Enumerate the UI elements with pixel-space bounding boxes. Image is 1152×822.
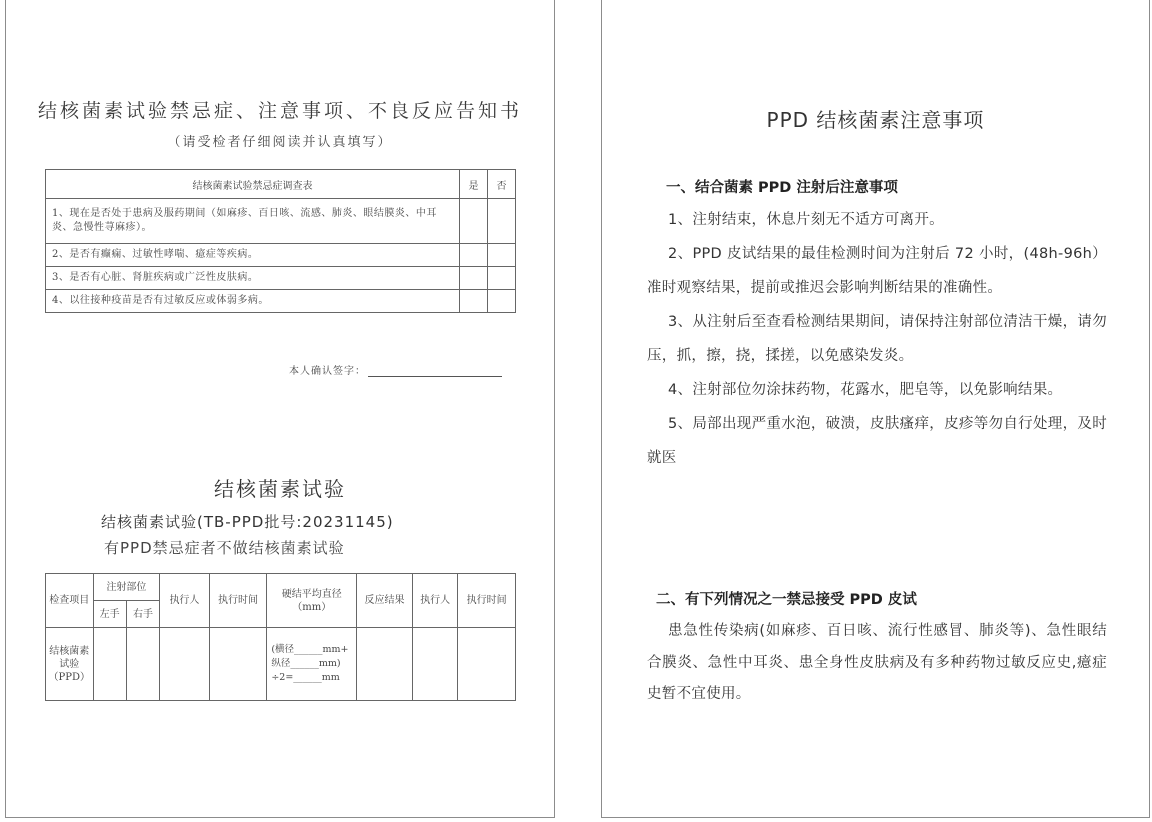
signature-label: 本人确认签字： [289,366,366,377]
precaution-item: 1、注射结束，休息片刻无不适方可离开。 [668,212,944,228]
section1-body [647,203,1107,475]
table-row [46,290,516,313]
survey-question: 1、现在是否处于患病及服药期间（如麻疹、百日咳、流感、肺炎、眼结膜炎、中耳炎、急慢性荨麻疹）。 [46,199,460,244]
survey-question: 3、是否有心脏、肾脏疾病或广泛性皮肤病。 [46,267,460,290]
precaution-item: 3、从注射后至查看检测结果期间，请保持注射部位清洁干燥，请勿压，抓，擦，挠，揉搓，以免感染发炎。 [647,314,1107,364]
table-row [46,199,516,244]
section2-heading: 二、有下列情况之一禁忌接受 PPD 皮试 [656,592,917,608]
no-checkbox-cell[interactable] [488,244,516,267]
diameter-formula-cell[interactable] [267,628,357,701]
no-column-header: 否 [488,170,516,199]
survey-question: 2、是否有癫痫、过敏性哮喘、癔症等疾病。 [46,244,460,267]
right-hand-cell[interactable] [126,628,159,701]
no-checkbox-cell[interactable] [488,199,516,244]
test-section-title: 结核菌素试验 [214,477,346,501]
left-hand-header: 左手 [93,601,126,628]
yes-checkbox-cell[interactable] [460,199,488,244]
table-row [46,628,516,701]
result-header: 反应结果 [357,574,413,628]
yes-checkbox-cell[interactable] [460,290,488,313]
test-batch-number: 结核菌素试验(TB-PPD批号:20231145) [101,513,394,531]
item-name-cell: 结核菌素试验（PPD） [46,628,94,701]
precaution-item: 2、PPD 皮试结果的最佳检测时间为注射后 72 小时，(48h-96h）准时观察结果，提前或推迟会影响判断结果的准确性。 [647,246,1107,296]
signature-field[interactable] [368,364,502,377]
test-contraindication-note: 有PPD禁忌症者不做结核菌素试验 [104,539,345,557]
signature-area [289,362,502,377]
survey-question: 4、以往接种疫苗是否有过敏反应或体弱多病。 [46,290,460,313]
executor-cell[interactable] [160,628,210,701]
section2-body [647,616,1107,711]
table-row [46,267,516,290]
left-hand-cell[interactable] [93,628,126,701]
exec-time2-cell[interactable] [458,628,516,701]
contraindication-text: 患急性传染病(如麻疹、百日咳、流行性感冒、肺炎等)、急性眼结合膜炎、急性中耳炎、患全身性皮肤病及有多种药物过敏反应史,癔症史暂不宜使用。 [647,623,1107,702]
yes-checkbox-cell[interactable] [460,244,488,267]
section1-heading: 一、结合菌素 PPD 注射后注意事项 [666,180,898,196]
exec-time-cell[interactable] [209,628,267,701]
yes-column-header: 是 [460,170,488,199]
precautions-title: PPD 结核菌素注意事项 [766,108,985,132]
executor2-header: 执行人 [412,574,457,628]
site-header: 注射部位 [93,574,160,601]
formula-line: (横径______mm+ [271,644,349,655]
exec-time-header: 执行时间 [209,574,267,628]
no-checkbox-cell[interactable] [488,267,516,290]
diameter-header: 硬结平均直径（mm） [267,574,357,628]
executor2-cell[interactable] [412,628,457,701]
yes-checkbox-cell[interactable] [460,267,488,290]
precaution-item: 5、局部出现严重水泡，破溃，皮肤瘙痒，皮疹等勿自行处理，及时就医 [647,416,1107,466]
test-record-table [45,573,516,701]
formula-line: ÷2=______mm [271,672,340,683]
item-header: 检查项目 [46,574,94,628]
survey-table-header: 结核菌素试验禁忌症调查表 [46,170,460,199]
result-cell[interactable] [357,628,413,701]
precautions-page [601,0,1150,818]
table-row [46,244,516,267]
precaution-item: 4、注射部位勿涂抹药物，花露水，肥皂等，以免影响结果。 [668,382,1063,398]
right-hand-header: 右手 [126,601,159,628]
contraindication-survey-table [45,169,516,313]
consent-form-title: 结核菌素试验禁忌症、注意事项、不良反应告知书 [37,100,522,122]
consent-form-subtitle: （请受检者仔细阅读并认真填写） [167,135,393,150]
formula-line: 纵径______mm) [271,658,341,669]
no-checkbox-cell[interactable] [488,290,516,313]
exec-time2-header: 执行时间 [458,574,516,628]
executor-header: 执行人 [160,574,210,628]
consent-form-page [5,0,555,818]
